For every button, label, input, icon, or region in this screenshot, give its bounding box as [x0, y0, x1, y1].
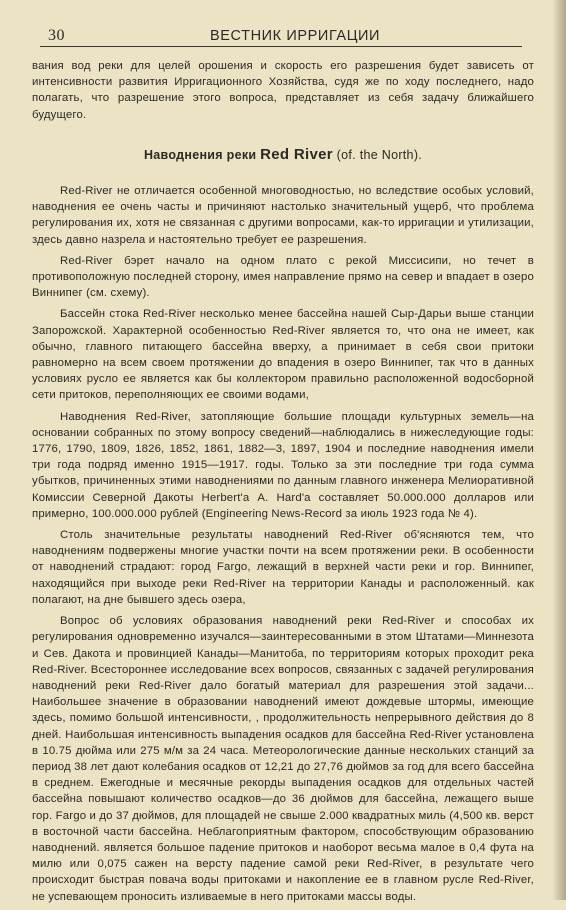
running-header [40, 24, 522, 47]
section-title [32, 147, 534, 163]
paragraph: Бассейн стока Red-River несколько менее бассейна нашей Сыр-Дарьи выше станции Запорожской. Характерной особенностью Red-River является то, что она не имеет, как обычно, главного питающего бассейна вверху, а принимает в себя свои притоки равномерно на всем своем протяжении до впадения в озеро Виннипег, так что в данных условиях русло ее является как бы коллектором правильно расположенной водосборной сети притоков, переполняющих ее своими водами, [32, 308, 534, 402]
paragraph: Вопрос об условиях образования наводнений реки Red-River и способах их регулирования одновременно изучался—заинтересованными в этом Штатами—Миннезота и Сев. Дакота и провинцией Канады—Манитоба, по территориям которых проходит река Red-River. Всестороннее исследование всех вопросов, связанных с задачей регулирования наводнений реки Red-River дало богатый материал для разрешения этой задачи... Наибольшее значение в образовании наводнений имеют дождевые штормы, имеющие здесь, помимо большой интенсивности, , продолжительность непрерывного действия до 8 дней. Наибольшая интенсивность выпадения осадков для бассейна Red-River установлена в 10.75 дюйма или 275 м/м за 24 часа. Метеорологические данные нескольких станций за период 38 лет дают колебания осадков от 12,21 до 27,76 дюймов за год для всего бассейна в среднем. Ежегодные и месячные рекорды выпадения осадков для отдельных частей бассейна повышают количество осадков—до 36 дюймов для бассейна, лежащего выше гор. Fargo и до 37 дюймов, для площадей не свыше 2.000 квадратных миль (4,500 кв. верст в восточной части бассейна. Неблагоприятным фактором, способствующим образованию наводнений. является большое падение притоков и наоборот весьма малое в 0,4 фута на милю или 0,075 сажен на версту падение самой реки Red-River, в результате чего происходит быстрая повача воды притоками и накопление ее в главном русле Red-River, не успевающем проносить изливаемые в него притоками массы воды. [32, 615, 534, 903]
paragraph: Red-River не отличается особенной многоводностью, но вследствие особых условий, наводнения ее очень часты и причиняют настолько значительный ущерб, что проблема регулирования их, хотя не связанная с другими вопросами, как-то ирригации и утилизации, здесь давно назрела и настоятельно требует ее разрешения. [32, 185, 534, 246]
article-body [32, 58, 534, 910]
journal-title: ВЕСТНИК ИРРИГАЦИИ [210, 28, 381, 44]
paragraph: Наводнения Red-River, затопляющие большие площади культурных земель—на основании собранных по этому вопросу сведений—наблюдались в нижеследующие годы: 1776, 1790, 1809, 1826, 1852, 1861, 1882—3, 1897, 1904 и последние наводнения имели три года подряд именно 1915—1917. годы. Только за эти последние три года сумма убытков, причиненных этими наводнениями по данным главного инженера Мелиоративной Комиссии Северной Дакоты Herbert'а А. Hard'а составляет 50.000.000 долларов или примерно, 100.000.000 рублей (Engineering News-Record за июль 1923 года № 4). [32, 410, 534, 520]
section-title-part1: Наводнения реки [143, 147, 261, 162]
page-edge-shadow [552, 0, 566, 900]
paragraph-continuation: вания вод реки для целей орошения и скорость его разрешения будет зависеть от интенсивности развития Ирригационного Хозяйства, судя же по ходу последнего, надо полагать, что разрешение этого вопроса, представляет из себя задачу ближайшего будущего. [32, 60, 534, 121]
page-number: 30 [48, 27, 65, 44]
paragraph: Столь значительные результаты наводнений Red-River об'ясняются тем, что наводнениям подвержены многие участки почти на всем протяжении реки. В особенности от наводнений страдают: город Fargo, лежащий в верхней части реки и гор. Виннипег, находящийся при выходе реки Red-River на территории Канады и расположенный. как полагают, на дне бывшего здесь озера, [32, 529, 534, 606]
paragraph: Red-River бэрет начало на одном плато с рекой Миссисипи, но течет в противоположную последней сторону, имея направление прямо на север и впадает в озеро Виннипег (см. схему). [32, 254, 534, 300]
section-title-river-name: Red River [260, 145, 333, 163]
section-title-part3: (of. the North). [332, 147, 423, 162]
